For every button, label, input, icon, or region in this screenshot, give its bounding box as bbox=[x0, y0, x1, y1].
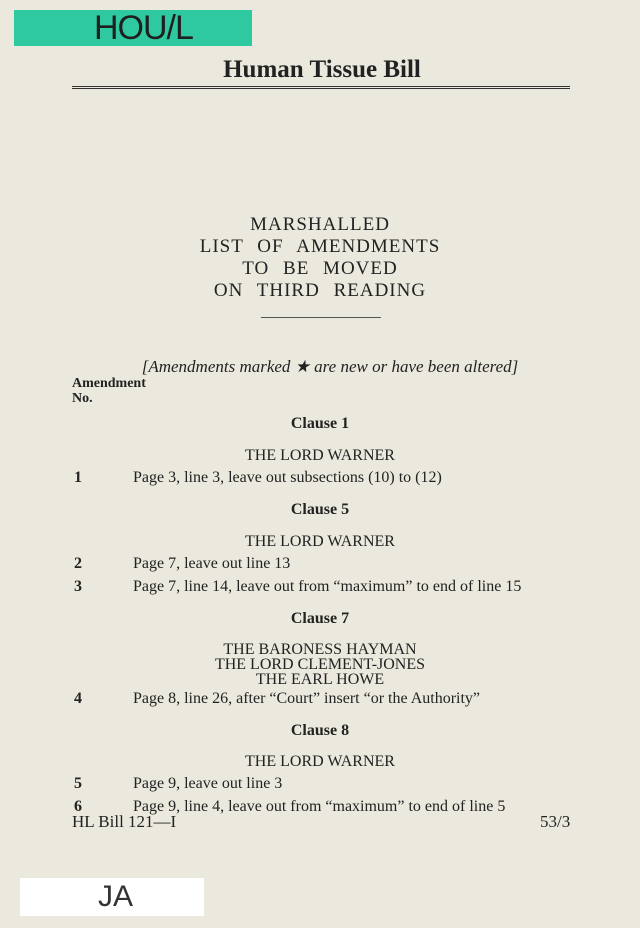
amendment-number: 5 bbox=[74, 775, 82, 792]
mover-name: THE LORD WARNER bbox=[245, 447, 395, 464]
column-header-line: Amendment bbox=[72, 376, 146, 391]
title-rule bbox=[72, 86, 570, 89]
file-tag: HOU/L bbox=[14, 10, 252, 46]
mover-name: THE BARONESS HAYMAN bbox=[223, 641, 417, 658]
clause-heading: Clause 1 bbox=[290, 415, 350, 432]
amendment-number: 2 bbox=[74, 555, 82, 572]
mover-name: THE EARL HOWE bbox=[255, 671, 385, 688]
heading-line: TO BE MOVED bbox=[242, 258, 398, 279]
amendment-text: Page 8, line 26, after “Court” insert “or the Authority” bbox=[133, 690, 481, 707]
bill-reference: HL Bill 121—I bbox=[72, 812, 177, 831]
mover-name: THE LORD WARNER bbox=[245, 753, 395, 770]
page-code: 53/3 bbox=[540, 812, 571, 831]
clause-heading: Clause 7 bbox=[290, 610, 350, 627]
amendment-text: Page 7, leave out line 13 bbox=[133, 555, 291, 572]
amendment-number: 1 bbox=[74, 469, 82, 486]
heading-line: LIST OF AMENDMENTS bbox=[199, 236, 441, 257]
mover-name: THE LORD CLEMENT-JONES bbox=[214, 656, 426, 673]
stamp-label: JA bbox=[20, 878, 204, 916]
amendment-note: [Amendments marked ★ are new or have been altered] bbox=[141, 357, 519, 376]
document-heading bbox=[0, 214, 640, 302]
amendment-text: Page 9, leave out line 3 bbox=[133, 775, 283, 792]
amendment-number: 4 bbox=[74, 690, 82, 707]
mover-name: THE LORD WARNER bbox=[245, 533, 395, 550]
clause-heading: Clause 8 bbox=[290, 722, 350, 739]
amendment-number: 6 bbox=[74, 798, 82, 815]
column-header bbox=[72, 376, 146, 406]
bill-title: Human Tissue Bill bbox=[223, 56, 421, 83]
clause-heading: Clause 5 bbox=[290, 501, 350, 518]
heading-line: ON THIRD READING bbox=[213, 280, 427, 301]
amendment-text: Page 3, line 3, leave out subsections (10) to (12) bbox=[133, 469, 442, 486]
column-header-line: No. bbox=[72, 391, 93, 406]
amendment-text: Page 7, line 14, leave out from “maximum” to end of line 15 bbox=[133, 578, 522, 595]
amendment-number: 3 bbox=[74, 578, 82, 595]
amendment-text: Page 9, line 4, leave out from “maximum” to end of line 5 bbox=[133, 798, 506, 815]
heading-rule bbox=[261, 317, 381, 318]
heading-line: MARSHALLED bbox=[250, 214, 390, 235]
